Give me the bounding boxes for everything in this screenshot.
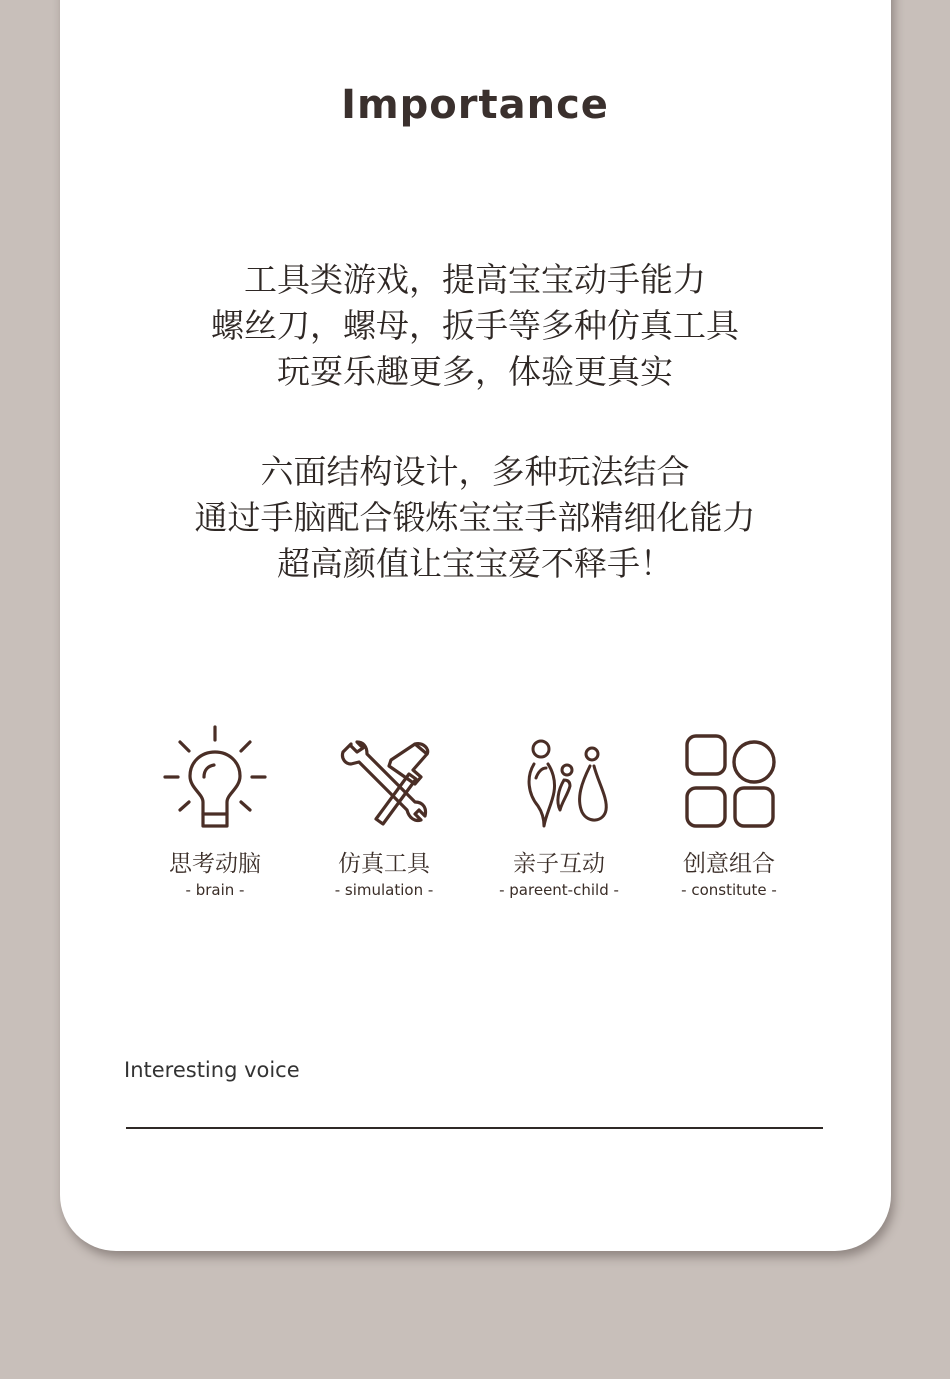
lightbulb-icon (160, 722, 270, 832)
feature-brain (130, 722, 300, 900)
divider-line (126, 1127, 823, 1129)
feature-simulation (299, 722, 469, 900)
page-title: Importance (341, 82, 609, 128)
feature-sublabel: - pareent-child - (499, 881, 619, 899)
design-line: 六面结构设计，多种玩法结合 (260, 452, 690, 491)
feature-sublabel: - simulation - (334, 881, 434, 899)
tools-icon (329, 722, 439, 832)
intro-line: 玩耍乐趣更多，体验更真实 (277, 352, 673, 391)
intro-line: 螺丝刀，螺母，扳手等多种仿真工具 (211, 306, 739, 345)
feature-constitute (644, 722, 814, 900)
blocks-icon (674, 722, 784, 832)
feature-label: 仿真工具 (338, 851, 430, 877)
intro-line: 工具类游戏，提高宝宝动手能力 (244, 260, 706, 299)
intro-paragraph (0, 257, 950, 395)
design-line: 通过手脑配合锻炼宝宝手部精细化能力 (194, 498, 756, 537)
feature-label: 思考动脑 (169, 851, 261, 877)
feature-label: 亲子互动 (513, 851, 605, 877)
family-icon (504, 722, 614, 832)
feature-parent-child (474, 722, 644, 900)
feature-sublabel: - brain - (185, 881, 245, 899)
feature-label: 创意组合 (683, 851, 775, 877)
feature-sublabel: - constitute - (681, 881, 777, 899)
design-paragraph (0, 449, 950, 587)
design-line: 超高颜值让宝宝爱不释手！ (277, 544, 673, 583)
interesting-voice-label: Interesting voice (124, 1058, 300, 1082)
